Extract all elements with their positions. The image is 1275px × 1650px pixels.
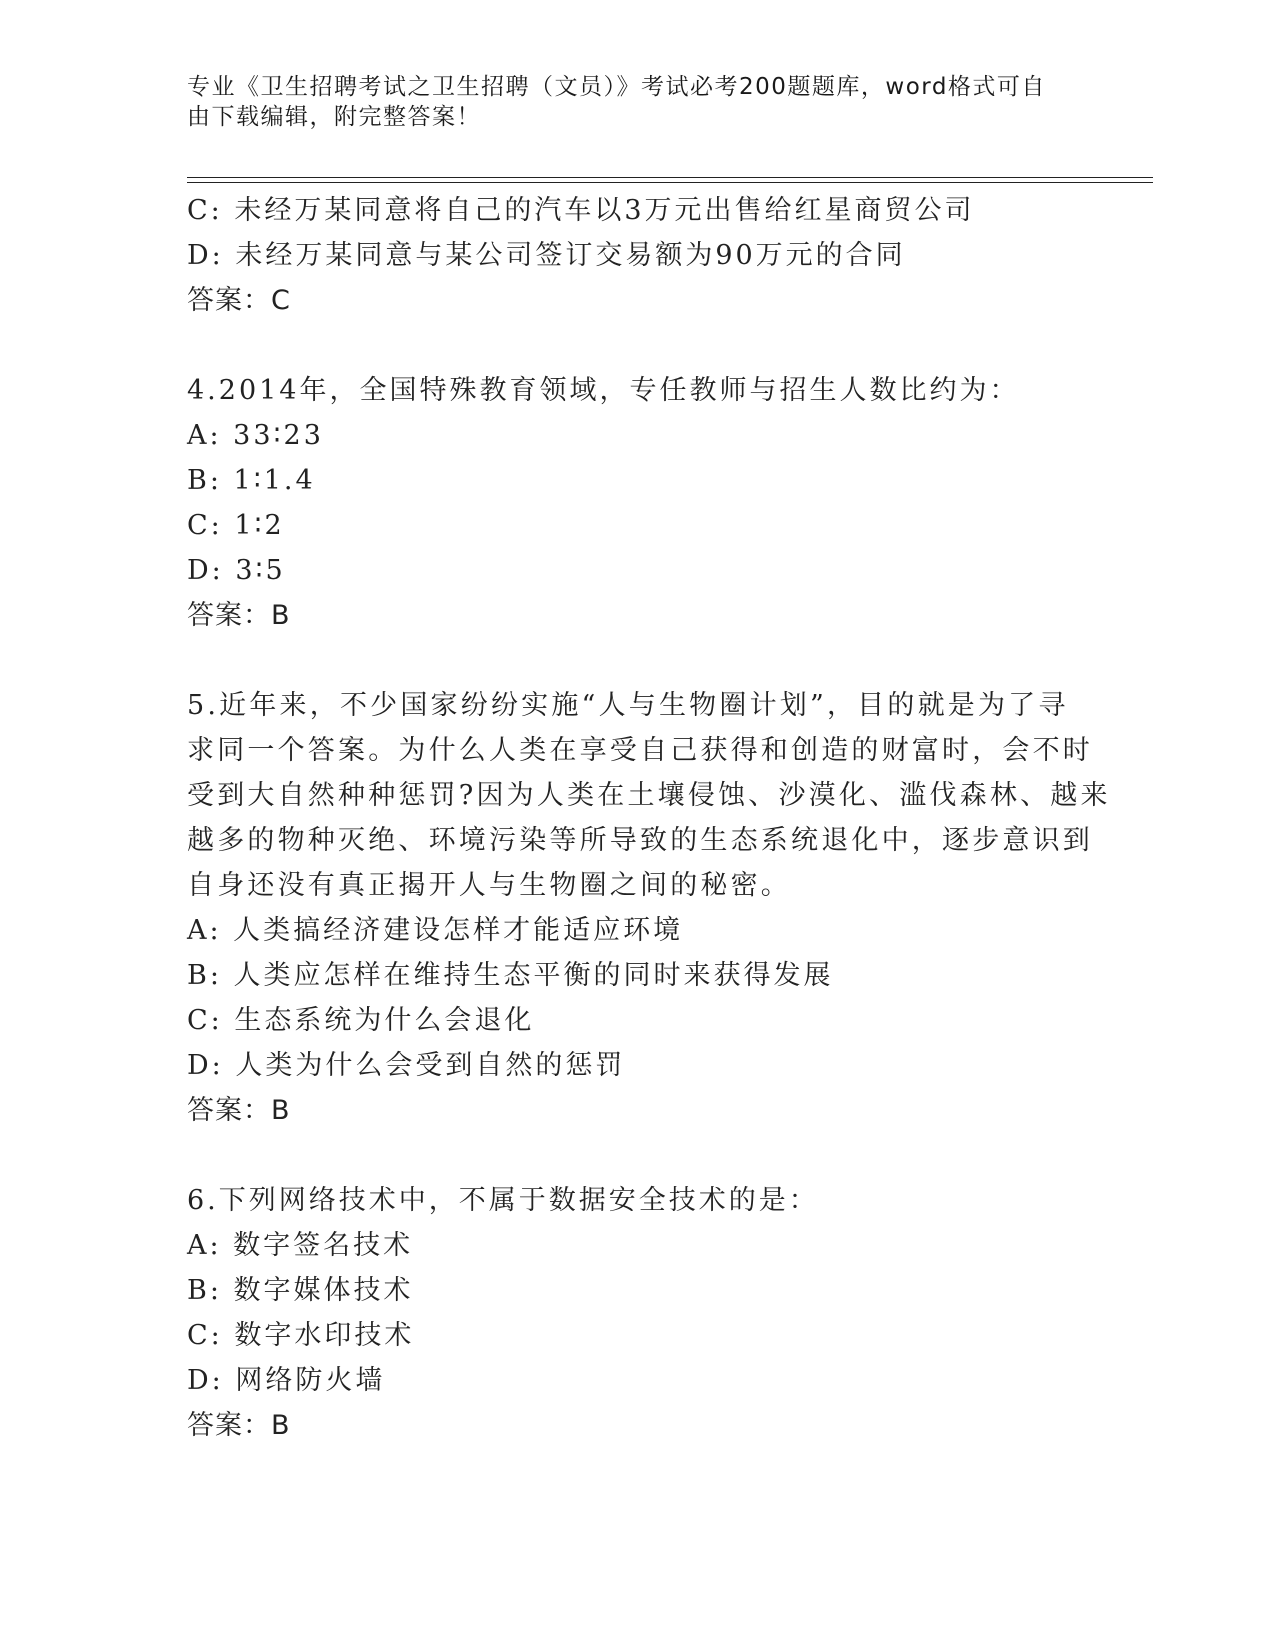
question-4 (187, 368, 1087, 638)
question-text: 4.2014年，全国特殊教育领域，专任教师与招生人数比约为： (187, 375, 1020, 406)
option-b: B: 人类应怎样在维持生态平衡的同时来获得发展 (187, 960, 834, 991)
option-a: A: 人类搞经济建设怎样才能适应环境 (187, 915, 684, 946)
option-d: D: 3∶5 (187, 555, 286, 586)
document-header (187, 72, 1067, 132)
option-c: C: 1∶2 (187, 510, 285, 541)
question-text-line: 受到大自然种种惩罚?因为人类在土壤侵蚀、沙漠化、滥伐森林、越来 (187, 780, 1111, 811)
option-c: C: 生态系统为什么会退化 (187, 1005, 535, 1036)
option-c: C: 未经万某同意将自己的汽车以3万元出售给红星商贸公司 (187, 195, 975, 226)
option-b: B: 1∶1.4 (187, 465, 316, 496)
answer-line: 答案：B (187, 1410, 291, 1441)
question-text-line: 自身还没有真正揭开人与生物圈之间的秘密。 (187, 870, 791, 901)
answer-line: 答案：C (187, 285, 291, 316)
question-6 (187, 1178, 1087, 1448)
header-divider-second (187, 182, 1153, 183)
option-a: A: 33∶23 (187, 420, 324, 451)
option-d: D: 未经万某同意与某公司签订交易额为90万元的合同 (187, 240, 906, 271)
option-d: D: 人类为什么会受到自然的惩罚 (187, 1050, 626, 1081)
header-title-line-1: 专业《卫生招聘考试之卫生招聘（文员）》考试必考200题题库，word格式可自 (187, 74, 1046, 100)
answer-line: 答案：B (187, 600, 291, 631)
option-c: C: 数字水印技术 (187, 1320, 415, 1351)
question-3-tail (187, 188, 1087, 323)
question-text-line: 5.近年来，不少国家纷纷实施“人与生物圈计划”，目的就是为了寻 (187, 690, 1069, 721)
question-5 (187, 683, 1111, 1133)
question-list (187, 188, 1111, 1448)
question-text-line: 越多的物种灭绝、环境污染等所导致的生态系统退化中，逐步意识到 (187, 825, 1093, 856)
question-text (187, 683, 1111, 908)
option-a: A: 数字签名技术 (187, 1230, 414, 1261)
header-divider (187, 177, 1153, 178)
question-text: 6.下列网络技术中，不属于数据安全技术的是： (187, 1185, 819, 1216)
option-b: B: 数字媒体技术 (187, 1275, 414, 1306)
header-title-line-2: 由下载编辑，附完整答案！ (187, 104, 481, 130)
answer-line: 答案：B (187, 1095, 291, 1126)
question-text-line: 求同一个答案。为什么人类在享受自己获得和创造的财富时，会不时 (187, 735, 1093, 766)
option-d: D: 网络防火墙 (187, 1365, 386, 1396)
